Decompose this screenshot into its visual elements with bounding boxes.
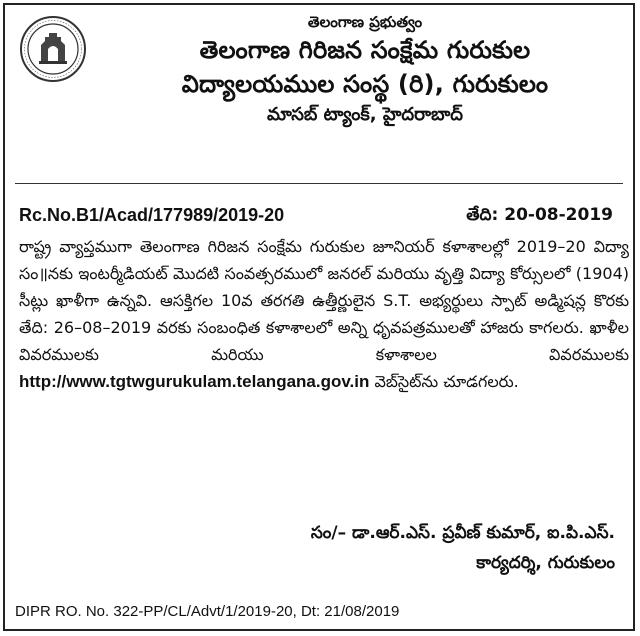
organization-name-line1: తెలంగాణ గిరిజన సంక్షేమ గురుకుల xyxy=(199,36,531,64)
date-value: 20-08-2019 xyxy=(504,205,613,225)
date-label: తేది: xyxy=(466,205,499,225)
organization-address: మాసబ్ ట్యాంక్, హైదరాబాద్ xyxy=(267,104,463,125)
signatory-designation: కార్యదర్శి, గురుకులం xyxy=(476,553,615,573)
body-text-closing: వెబ్‌సైట్‌ను చూడగలరు. xyxy=(374,372,519,391)
telangana-emblem-icon xyxy=(19,15,87,83)
website-link[interactable]: http://www.tgtwgurukulam.telangana.gov.in xyxy=(19,372,370,391)
signature-block xyxy=(311,518,615,578)
dipr-release-number: DIPR RO. No. 322-PP/CL/Advt/1/2019-20, Dt: 21/08/2019 xyxy=(15,603,400,620)
signatory-name: సం/– డా.ఆర్.ఎస్. ప్రవీణ్ కుమార్, ఐ.పి.ఎస్. xyxy=(310,523,615,543)
body-text-main: రాష్ట్ర వ్యాప్తముగా తెలంగాణ గిరిజన సంక్షేమ గురుకుల జూనియర్ కళాశాలల్లో 2019–20 విద్యా సం॥నకు ఇంటర్మీడియట్ మొదటి సంవత్సరములో జనరల్ మరియు వృత్తి విద్యా కోర్సులలో (1904) సీట్లు ఖాళీగా ఉన్నవి. ఆసక్తిగల 10వ తరగతి ఉత్తీర్ణులైన S.T. అభ్యర్థులు స్పాట్ అడ్మిషన్ల కొరకు తేది: 26–08–2019 వరకు సంబంధిత కళాశాలలో అన్ని ధృవపత్రములతో హాజరు కాగలరు. ఖాళీల వివరములకు మరియు కళాశాలల వివరములకు xyxy=(19,237,629,364)
reference-number: Rc.No.B1/Acad/177989/2019-20 xyxy=(19,205,285,225)
reference-row xyxy=(19,205,623,231)
organization-name-line2: విద్యాలయముల సంస్థ (రి), గురుకులం xyxy=(181,70,549,98)
notice-body xyxy=(19,233,629,395)
header-divider xyxy=(15,183,623,184)
government-title: తెలంగాణ ప్రభుత్వం xyxy=(307,13,423,31)
letterhead xyxy=(105,11,625,129)
notice-frame xyxy=(3,3,635,631)
notice-date xyxy=(466,205,613,229)
